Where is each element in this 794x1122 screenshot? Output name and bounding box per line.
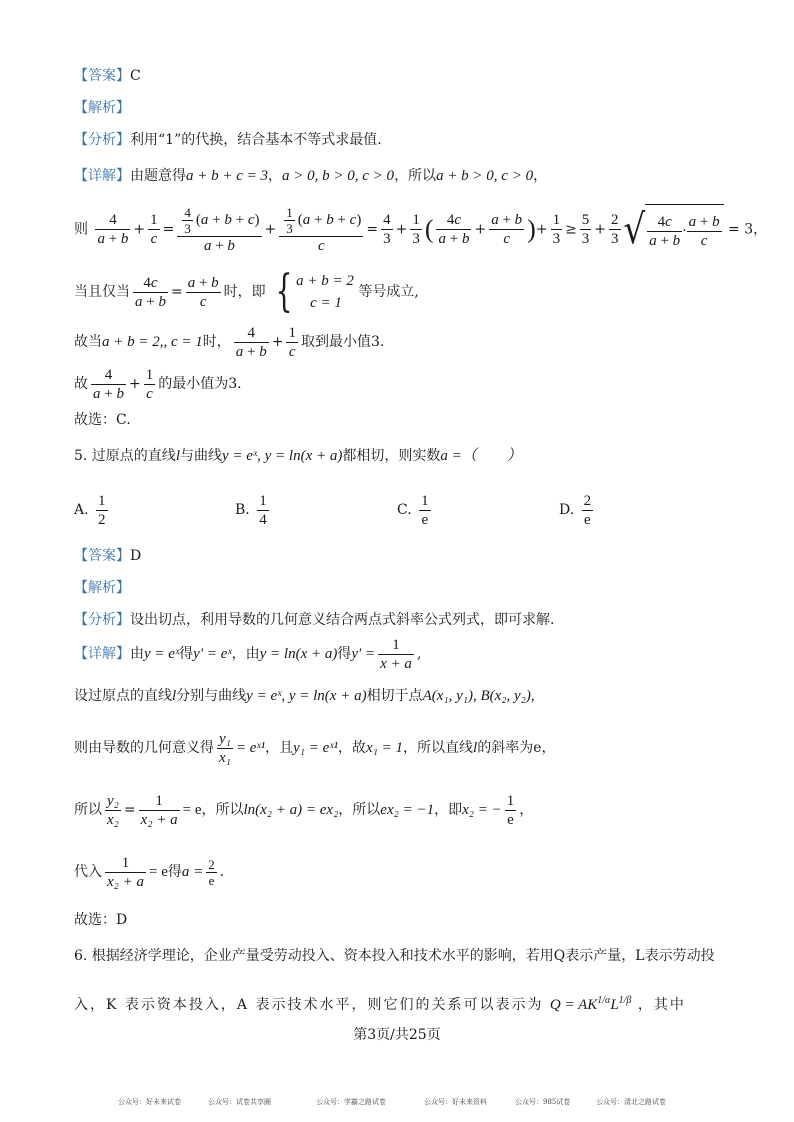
fraction: $\frac{2}{3}$ (611, 212, 619, 247)
option-b[interactable] (235, 490, 272, 530)
fraction: $\frac{4}{a + b}$ (93, 366, 124, 402)
footer-item: 公众号：好未来试卷 (118, 1098, 181, 1106)
fraction: $\frac{\text{y₂}}{\text{x₂}}$ (107, 792, 119, 828)
q6-stem-line2 (74, 986, 686, 1020)
equation: y′ = eˣ (193, 646, 232, 662)
option-a[interactable] (74, 490, 111, 530)
text: 5. 过原点的直线 (74, 448, 176, 464)
option-label: D. (559, 502, 575, 518)
answer-value: C (130, 68, 141, 84)
fraction: $\frac{1}{\text{x₂ + a}}$ (107, 854, 144, 890)
q4-equality-condition: 当且仅当 $\frac{4c}{a + b}$ = $\frac{a + b}{c}$ 时，即 { a + b = 2 c = 1 等号成立, (74, 266, 419, 317)
fraction: $\frac{\text{y₁}}{\text{x₁}}$ (219, 730, 231, 766)
production-formula: $Q = AK^{1/\alpha}L^{1/\beta}$ (549, 995, 632, 1013)
text: 取到最小值3. (300, 334, 385, 350)
text: 相切于点 (366, 688, 423, 704)
fraction: $\frac{5}{3}$ (581, 212, 590, 247)
text: 都相切，则实数 (342, 448, 441, 464)
fenxi-tag: 【分析】 (74, 612, 130, 628)
analysis-tag: 【解析】 (74, 580, 130, 596)
answer-value: D (130, 548, 142, 564)
answer-tag: 【答案】 (74, 68, 130, 84)
equation: ex₂ = −1 (380, 802, 435, 818)
fraction: $\frac{4}{3}$ (383, 212, 391, 247)
option-d[interactable] (559, 490, 596, 530)
equation: y = eˣ (144, 646, 180, 662)
text: 故选：C. (74, 412, 131, 428)
text: ， (519, 802, 534, 818)
equation: a + b = 2,, c = 1 (102, 334, 203, 350)
footer-item: 公众号：学霸之路试卷 (316, 1098, 386, 1106)
q5-detail-line3 (74, 726, 556, 770)
analysis-tag: 【解析】 (74, 100, 130, 116)
option-label: C. (397, 502, 412, 518)
math: l (172, 688, 177, 704)
answer-tag: 【答案】 (74, 548, 130, 564)
equation: = e (182, 802, 202, 818)
text: 则由导数的几何意义得 (74, 740, 214, 756)
q4-fenxi (74, 130, 382, 150)
footer-item: 公众号：好未来资料 (424, 1098, 487, 1106)
equation: A(x₁, y₁), B(x₂, y₂), (422, 688, 535, 704)
fraction: $\frac{1}{x + a}$ (380, 636, 412, 672)
option-c[interactable] (397, 490, 434, 530)
text: 的斜率为e， (477, 740, 556, 756)
footer-item: 公众号：清北之路试卷 (596, 1098, 666, 1106)
q4-conclusion: 故 $\frac{4}{a + b}$ + $\frac{1}{c}$ 的最小值为3. (74, 366, 242, 402)
footer (0, 1097, 794, 1113)
text: ，即 (434, 802, 463, 818)
text: 故当 (74, 334, 102, 350)
equation: y′ = (351, 646, 376, 662)
fraction: $\frac{1}{3}$ (552, 212, 561, 247)
text: 故选：D (74, 912, 128, 928)
option-label: A. (74, 502, 89, 518)
fraction: $\frac{4c}{a + b}$ (135, 274, 166, 310)
left-brace: { (275, 266, 293, 317)
text: 分别与曲线 (176, 688, 247, 704)
q5-answer (74, 546, 141, 566)
q4-choose (74, 410, 131, 430)
equation: x₂ = − (462, 802, 502, 818)
equation: y = ln(x + a) (259, 646, 338, 662)
q4-equation-line: 则 $\frac{4}{a + b}$ + $\frac{1}{c}$ = $\frac{4}{3}$ (a + b + c) a + b + $\frac{1}{3}$ (a + b + c) c = $\frac{4}{3}$ + $\frac{1}{3}$ ( $\frac{4c}{a + b}$ + $\frac{a + b}{c}$ )+ $\frac{1}{3}$ ≥ $\frac{5}{3}$ + $\frac{2}{3}$ √ $\frac{4c}{a + b}$ · $\frac{a + b}{c}$ = 3， (74, 204, 768, 254)
equation: x₁ = 1 (366, 740, 404, 756)
q5-detail-line5 (74, 850, 224, 894)
text: 得 (167, 864, 182, 880)
fraction: $\frac{4}{3}$ (a + b + c) a + b (177, 205, 261, 255)
equation: ln(x₂ + a) = ex₂ (243, 802, 339, 818)
equation: a =（ ） (440, 448, 522, 464)
fraction: $\frac{1}{3}$ (a + b + c) c (279, 205, 363, 255)
q4-analysis-heading (74, 98, 130, 118)
q5-detail-line1: 【详解】由y = eˣ得y′ = eˣ，由y = ln(x + a)得y′ = $\frac{1}{x + a}$ , (74, 636, 422, 672)
text: ，且 (265, 740, 294, 756)
text: ，所以 (338, 802, 381, 818)
text: 入，K 表示资本投入，A 表示技术水平，则它们的关系可以表示为 (74, 997, 544, 1013)
math: l (473, 740, 478, 756)
equation: a > 0, b > 0, c > 0 (282, 168, 395, 184)
text: 时，即 (223, 284, 266, 300)
text: ，由 (231, 646, 260, 662)
fraction: $\frac{1}{c}$ (288, 324, 296, 360)
text: 的最小值为3. (158, 376, 242, 392)
q5-analysis-heading (74, 578, 130, 598)
text: 故 (74, 376, 88, 392)
text: 等号成立, (358, 284, 419, 300)
text: 当且仅当 (74, 284, 130, 300)
detail-tag: 【详解】 (74, 168, 130, 184)
text: 得 (179, 646, 194, 662)
q5-stem (74, 446, 522, 466)
text: ， (533, 168, 548, 184)
fraction: $\frac{1}{c}$ (145, 366, 154, 402)
text: 代入 (74, 864, 102, 880)
equation: a + b + c = 3 (186, 168, 269, 184)
text: ，所以直线 (403, 740, 474, 756)
option-label: B. (235, 502, 250, 518)
option-fraction: $\frac{2}{e}$ (583, 492, 592, 528)
text: 由 (130, 646, 144, 662)
option-fraction: $\frac{1}{e}$ (421, 492, 429, 528)
sqrt-expression: $\frac{4c}{a + b}$ · $\frac{a + b}{c}$ (645, 204, 723, 255)
q5-choose (74, 910, 127, 930)
page-number: 第3页/共25页 (353, 1027, 441, 1043)
text: . (219, 864, 225, 880)
q5-detail-line2 (74, 686, 535, 706)
fraction: $\frac{a + b}{c}$ (491, 212, 523, 247)
equation: a + b > 0, c > 0 (436, 168, 534, 184)
text: 与曲线 (179, 448, 222, 464)
q4-min-line: 故当a + b = 2,, c = 1时， $\frac{4}{a + b}$ + $\frac{1}{c}$ 取到最小值3. (74, 324, 385, 360)
equation: a = (181, 864, 204, 880)
fraction: $\frac{a + b}{c}$ (187, 274, 219, 310)
text: ，故 (338, 740, 367, 756)
option-fraction: $\frac{1}{4}$ (259, 492, 267, 528)
fraction: $\frac{4}{a + b}$ (97, 212, 129, 247)
fenxi-text: 设出切点，利用导数的几何意义结合两点式斜率公式列式，即可求解. (130, 612, 555, 628)
text: 则 (74, 221, 88, 238)
text: 由题意得 (130, 168, 186, 184)
detail-tag: 【详解】 (74, 646, 130, 662)
text: 时， (202, 334, 231, 350)
equation: = e (149, 864, 168, 880)
q4-answer (74, 66, 141, 86)
equation: y = eˣ, y = ln(x + a) (246, 688, 367, 704)
text: 6. 根据经济学理论，企业产量受劳动投入、资本投入和技术水平的影响，若用Q表示产量，L表示劳动投 (74, 948, 715, 964)
text: ， (268, 168, 283, 184)
footer-item: 公众号：试卷共享圈 (208, 1098, 271, 1106)
q6-stem-line1 (74, 946, 715, 966)
text: ，其中 (637, 997, 686, 1013)
fraction: $\frac{1}{e}$ (506, 792, 515, 828)
equation: y = eˣ, y = ln(x + a) (221, 448, 343, 464)
text: 所以 (74, 802, 102, 818)
option-fraction: $\frac{1}{2}$ (98, 492, 106, 528)
fraction: $\frac{2}{e}$ (208, 856, 215, 888)
fenxi-tag: 【分析】 (74, 132, 130, 148)
equation: = eˣ¹ (235, 740, 266, 756)
q4-detail-line1 (74, 166, 547, 186)
fraction: $\frac{1}{\text{x₂ + a}}$ (140, 792, 178, 828)
q5-fenxi (74, 610, 554, 630)
text: 得 (337, 646, 352, 662)
text: ，所以 (394, 168, 437, 184)
text: 设过原点的直线 (74, 688, 172, 704)
fenxi-text: 利用“1”的代换，结合基本不等式求最值. (130, 132, 382, 148)
text: ，所以 (201, 802, 244, 818)
equation-system: a + b = 2 c = 1 (296, 273, 354, 311)
q5-detail-line4: 所以 $\frac{\text{y₂}}{\text{x₂}}$ = $\frac{1}{\text{x₂ + a}}$ = e，所以ln(x₂ + a) = ex₂，所以ex₂ = −1，即x₂ = − $\frac{1}{e}$ ， (74, 792, 534, 828)
fraction: $\frac{4c}{a + b}$ (438, 212, 470, 247)
equation: y₁ = eˣ¹ (293, 740, 339, 756)
fraction: $\frac{4}{a + b}$ (235, 324, 267, 360)
fraction: $\frac{1}{3}$ (412, 212, 420, 247)
footer-item: 公众号：985试卷 (515, 1098, 571, 1106)
math: l (175, 448, 180, 464)
fraction: $\frac{1}{c}$ (150, 212, 158, 247)
